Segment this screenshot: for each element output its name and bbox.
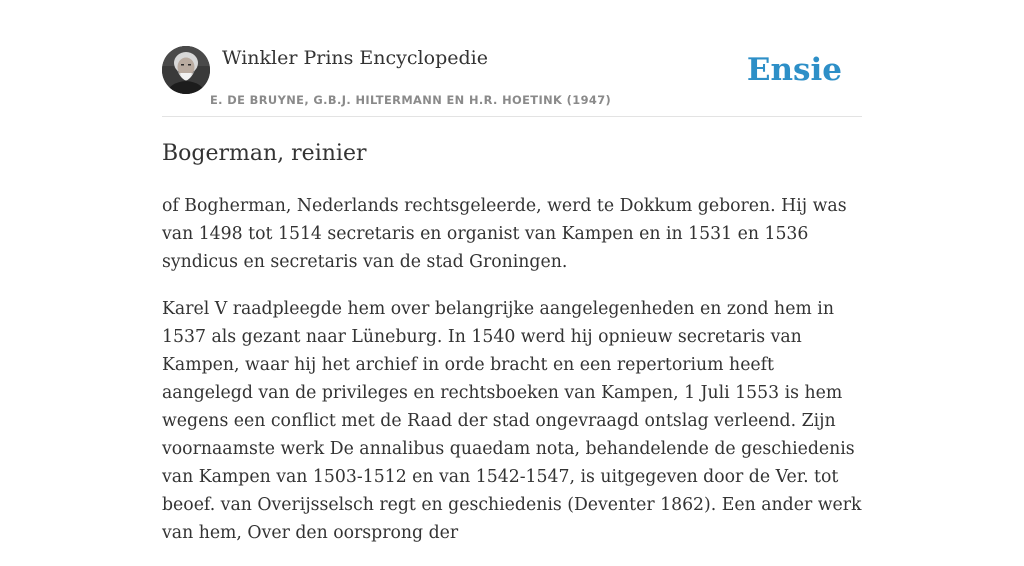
page bbox=[162, 0, 862, 543]
article-body bbox=[162, 192, 862, 566]
site-title[interactable]: Winkler Prins Encyclopedie bbox=[222, 47, 488, 69]
portrait-image bbox=[162, 46, 210, 94]
article-paragraph: of Bogherman, Nederlands rechtsgeleerde, werd te Dokkum geboren. Hij was van 1498 tot 1514 secretaris en organist van Kampen en in 1531 en 1536 syndicus en secretaris van de stad Groningen. bbox=[162, 196, 847, 272]
article-title: Bogerman, reinier bbox=[162, 141, 367, 166]
author-avatar[interactable] bbox=[162, 46, 210, 94]
site-header bbox=[162, 46, 862, 117]
ensie-logo[interactable]: Ensie bbox=[746, 52, 842, 88]
authors-byline: E. DE BRUYNE, G.B.J. HILTERMANN EN H.R. HOETINK (1947) bbox=[210, 93, 612, 107]
article-paragraph: Karel V raadpleegde hem over belangrijke aangelegenheden en zond hem in 1537 als gezant naar Lüneburg. In 1540 werd hij opnieuw secretaris van Kampen, waar hij het archief in orde bracht en een repertorium heeft aangelegd van de privileges en rechtsboeken van Kampen, 1 Juli 1553 is hem wegens een conflict met de Raad der stad ongevraagd ontslag verleend. Zijn voornaamste werk De annalibus quaedam nota, behandelende de geschiedenis van Kampen van 1503-1512 en van 1542-1547, is uitgegeven door de Ver. tot beoef. van Overijsselsch regt en geschiedenis (Deventer 1862). Een ander werk van hem, Over den oorsprong der bbox=[162, 299, 862, 543]
